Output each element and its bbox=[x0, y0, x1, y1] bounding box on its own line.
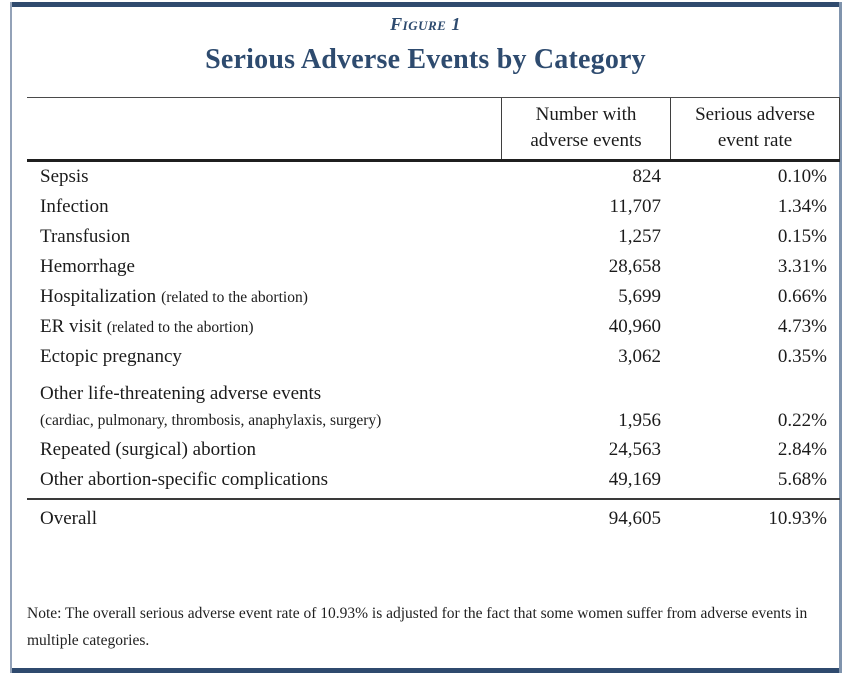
row-value: 94,605 bbox=[608, 508, 661, 529]
table-row-overall bbox=[27, 498, 840, 538]
row-rate: 0.15% bbox=[777, 226, 827, 247]
row-rate: 4.73% bbox=[777, 316, 827, 337]
row-rate: 0.35% bbox=[777, 346, 827, 367]
row-label: Infection bbox=[40, 196, 109, 217]
row-label: Repeated (surgical) abortion bbox=[40, 439, 256, 460]
figure-label: Figure 1 bbox=[390, 14, 461, 34]
row-label-note: (related to the abortion) bbox=[161, 289, 308, 306]
header-category bbox=[27, 98, 501, 159]
row-label: ER visit bbox=[40, 316, 102, 337]
header-number-with-adverse-events: Number with adverse events bbox=[501, 98, 671, 159]
row-value: 1,257 bbox=[618, 226, 661, 247]
row-label: Hemorrhage bbox=[40, 256, 135, 277]
row-label-sub: (cardiac, pulmonary, thrombosis, anaphylaxis, surgery) bbox=[40, 412, 382, 429]
table-row-hospitalization bbox=[27, 282, 840, 312]
table-row-hemorrhage bbox=[27, 252, 840, 282]
table-row-sepsis bbox=[27, 162, 840, 192]
row-rate: 10.93% bbox=[768, 508, 827, 529]
row-value: 5,699 bbox=[618, 286, 661, 307]
adverse-events-table bbox=[27, 97, 840, 538]
row-label: Hospitalization bbox=[40, 286, 157, 307]
row-rate: 3.31% bbox=[777, 256, 827, 277]
row-label: Other abortion-specific complications bbox=[40, 469, 329, 490]
table-row-ectopic-pregnancy bbox=[27, 342, 840, 372]
row-rate: 0.10% bbox=[777, 166, 827, 187]
row-value: 28,658 bbox=[608, 256, 661, 277]
top-accent-bar bbox=[12, 2, 839, 7]
row-value: 1,956 bbox=[618, 410, 661, 431]
row-label: Sepsis bbox=[40, 166, 89, 187]
figure-frame bbox=[10, 2, 842, 673]
row-value: 824 bbox=[632, 166, 661, 187]
table-header-row bbox=[27, 97, 840, 162]
row-label: Ectopic pregnancy bbox=[40, 346, 182, 367]
table-row-other-abortion-specific bbox=[27, 465, 840, 495]
table-row-infection bbox=[27, 192, 840, 222]
row-value: 24,563 bbox=[608, 439, 661, 460]
row-rate: 5.68% bbox=[777, 469, 827, 490]
table-row-other-life-threatening bbox=[27, 381, 840, 435]
row-label: Transfusion bbox=[40, 226, 131, 247]
row-rate: 0.66% bbox=[777, 286, 827, 307]
row-label-note: (related to the abortion) bbox=[106, 319, 254, 336]
figure-title: Serious Adverse Events by Category bbox=[205, 44, 646, 75]
row-value: 40,960 bbox=[608, 316, 661, 337]
table-row-er-visit bbox=[27, 312, 840, 342]
row-rate: 2.84% bbox=[777, 439, 827, 460]
bottom-accent-bar bbox=[12, 668, 839, 673]
row-value: 3,062 bbox=[618, 346, 661, 367]
row-rate: 1.34% bbox=[777, 196, 827, 217]
table-row-repeated-surgical-abortion bbox=[27, 435, 840, 465]
row-value: 11,707 bbox=[609, 196, 661, 217]
header-serious-adverse-event-rate: Serious adverse event rate bbox=[671, 98, 840, 159]
row-rate: 0.22% bbox=[777, 410, 827, 431]
row-label: Overall bbox=[40, 508, 97, 529]
row-label: Other life-threatening adverse events bbox=[40, 383, 322, 404]
table-row-transfusion bbox=[27, 222, 840, 252]
row-value: 49,169 bbox=[608, 469, 661, 490]
figure-note: Note: The overall serious adverse event rate of 10.93% is adjusted for the fact that some women suffer from adverse events in multiple categories. bbox=[27, 605, 808, 649]
